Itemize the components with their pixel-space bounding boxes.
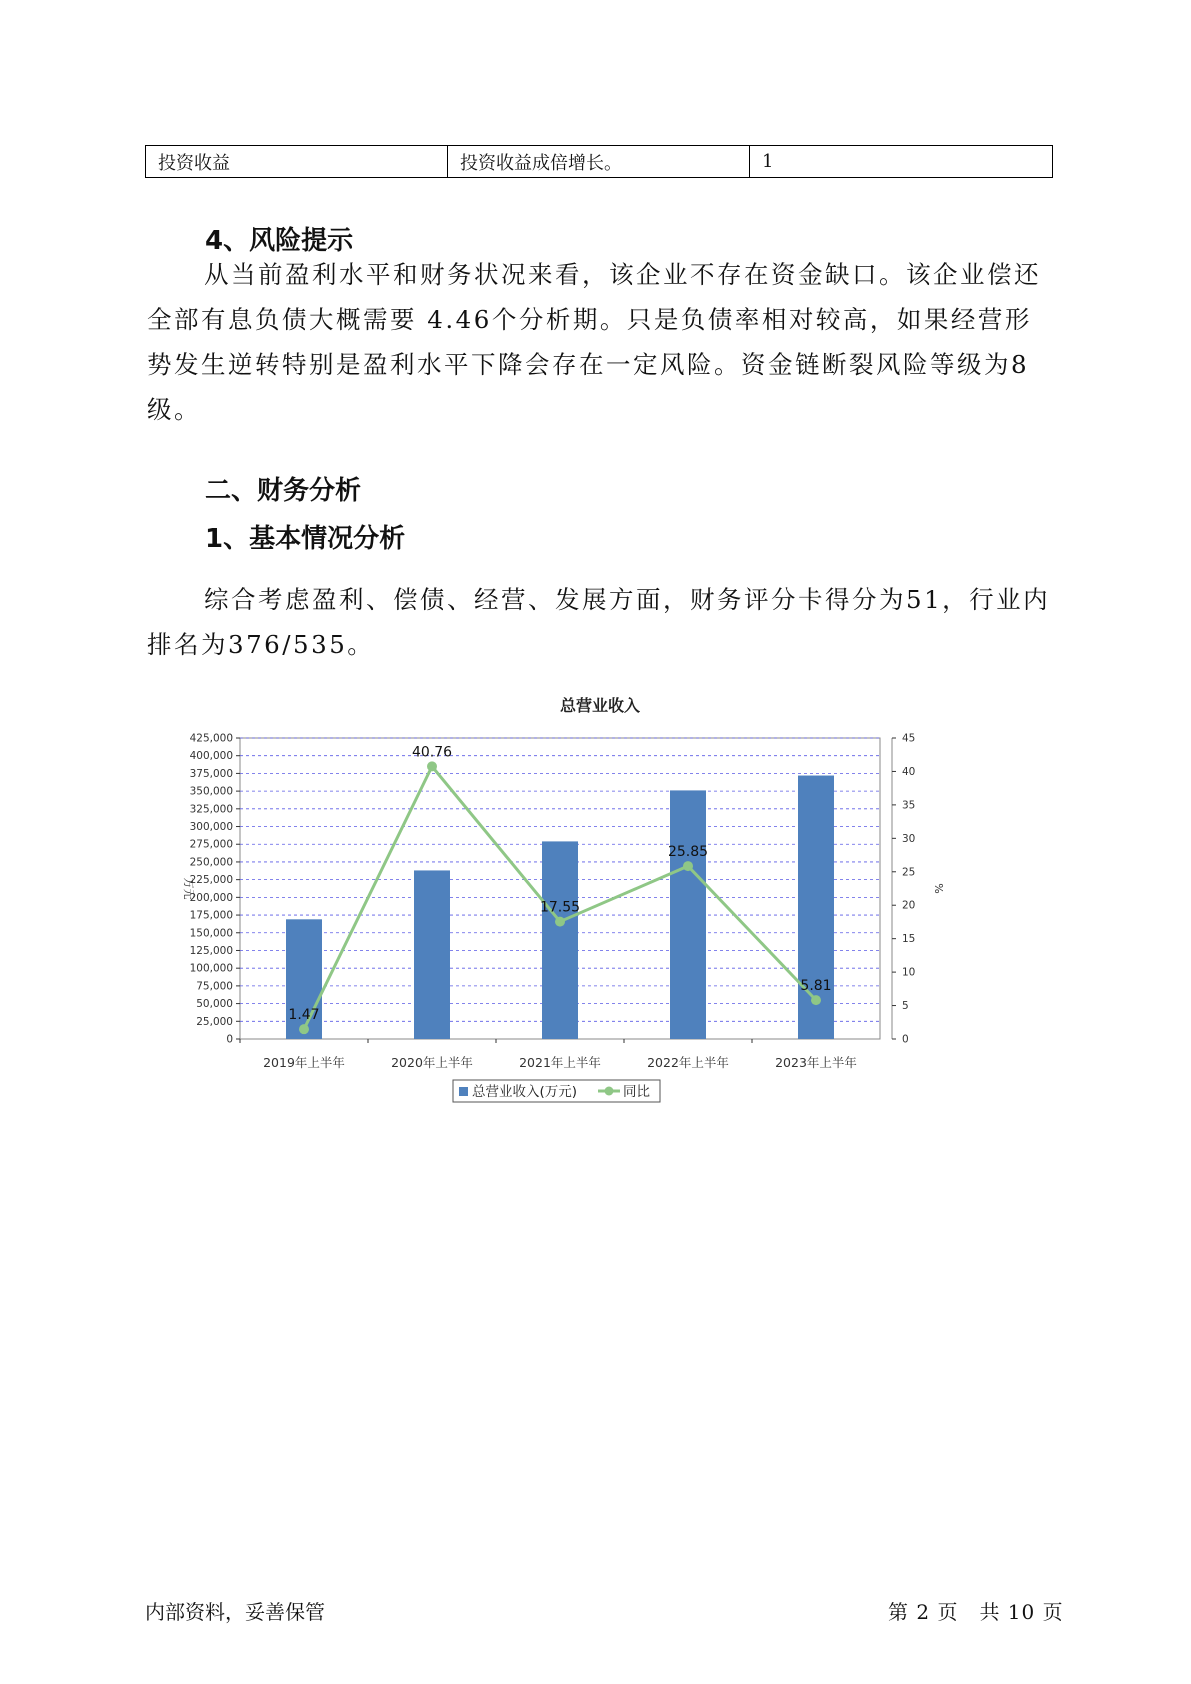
y2-tick-label: 25: [902, 866, 916, 879]
y2-tick-label: 15: [902, 933, 916, 946]
y2-tick-label: 5: [902, 1000, 909, 1013]
line-point: [427, 761, 437, 771]
legend-swatch-marker: [605, 1087, 614, 1096]
y2-tick-label: 0: [902, 1033, 909, 1046]
legend-swatch-bar: [459, 1087, 468, 1096]
revenue-chart: [170, 688, 950, 1148]
y-axis-title: 万元: [182, 877, 195, 900]
y2-tick-label: 20: [902, 899, 916, 912]
y-tick-label: 400,000: [189, 750, 233, 763]
y-tick-label: 150,000: [189, 927, 233, 940]
x-tick-label: 2021年上半年: [519, 1055, 601, 1070]
y-tick-label: 275,000: [189, 838, 233, 851]
y2-tick-label: 45: [902, 732, 916, 745]
table-cell: 投资收益: [146, 146, 448, 178]
y-tick-label: 350,000: [189, 785, 233, 798]
table-cell: 1: [750, 146, 1053, 178]
y-tick-label: 200,000: [189, 891, 233, 904]
y-tick-label: 425,000: [189, 732, 233, 745]
y-tick-label: 0: [226, 1033, 233, 1046]
bar: [414, 870, 450, 1039]
x-tick-label: 2023年上半年: [775, 1055, 857, 1070]
risk-paragraph: 从当前盈利水平和财务状况来看，该企业不存在资金缺口。该企业偿还全部有息负债大概需要 4.46个分析期。只是负债率相对较高，如果经营形势发生逆转特别是盈利水平下降会存在一定风险。资金链断裂风险等级为8级。: [147, 260, 1041, 424]
y-tick-label: 375,000: [189, 767, 233, 780]
finance-heading: 二、财务分析: [205, 476, 362, 506]
y2-tick-label: 30: [902, 832, 916, 845]
y-tick-label: 300,000: [189, 821, 233, 834]
risk-heading: 4、风险提示: [205, 226, 354, 256]
bar: [667, 790, 709, 1039]
data-label: 5.81: [800, 978, 832, 995]
data-label: 1.47: [288, 1007, 320, 1024]
legend-label: 总营业收入(万元): [472, 1084, 578, 1100]
line-point: [683, 861, 693, 871]
data-label: 17.55: [539, 899, 581, 916]
line-point: [299, 1024, 309, 1034]
y-tick-label: 50,000: [196, 998, 233, 1011]
table-cell: 投资收益成倍增长。: [448, 146, 750, 178]
y-tick-label: 100,000: [189, 962, 233, 975]
data-label: 40.76: [411, 744, 453, 761]
y-tick-label: 225,000: [189, 874, 233, 887]
y-tick-label: 25,000: [196, 1015, 233, 1028]
income-table: [145, 145, 1053, 178]
y2-tick-label: 10: [902, 966, 916, 979]
table-row: [146, 146, 1053, 178]
y-tick-label: 125,000: [189, 944, 233, 957]
line-point: [811, 995, 821, 1005]
page-number: 第 2 页 共 10 页: [888, 1600, 1064, 1624]
y2-tick-label: 35: [902, 799, 916, 812]
basic-analysis-heading: 1、基本情况分析: [205, 524, 406, 554]
y-tick-label: 325,000: [189, 803, 233, 816]
y-tick-label: 175,000: [189, 909, 233, 922]
bar: [539, 841, 581, 1039]
chart-title: 总营业收入: [559, 696, 641, 715]
y-tick-label: 75,000: [196, 980, 233, 993]
line-point: [555, 917, 565, 927]
y2-axis-title: %: [932, 883, 945, 894]
basic-analysis-paragraph: 综合考虑盈利、偿债、经营、发展方面，财务评分卡得分为51，行业内排名为376/535。: [147, 585, 1051, 659]
legend-label: 同比: [623, 1084, 650, 1100]
x-tick-label: 2019年上半年: [263, 1055, 345, 1070]
x-tick-label: 2020年上半年: [391, 1055, 473, 1070]
footer-note: 内部资料，妥善保管: [145, 1600, 325, 1624]
data-label: 25.85: [667, 844, 709, 861]
y2-tick-label: 40: [902, 765, 916, 778]
y-tick-label: 250,000: [189, 856, 233, 869]
x-tick-label: 2022年上半年: [647, 1055, 729, 1070]
